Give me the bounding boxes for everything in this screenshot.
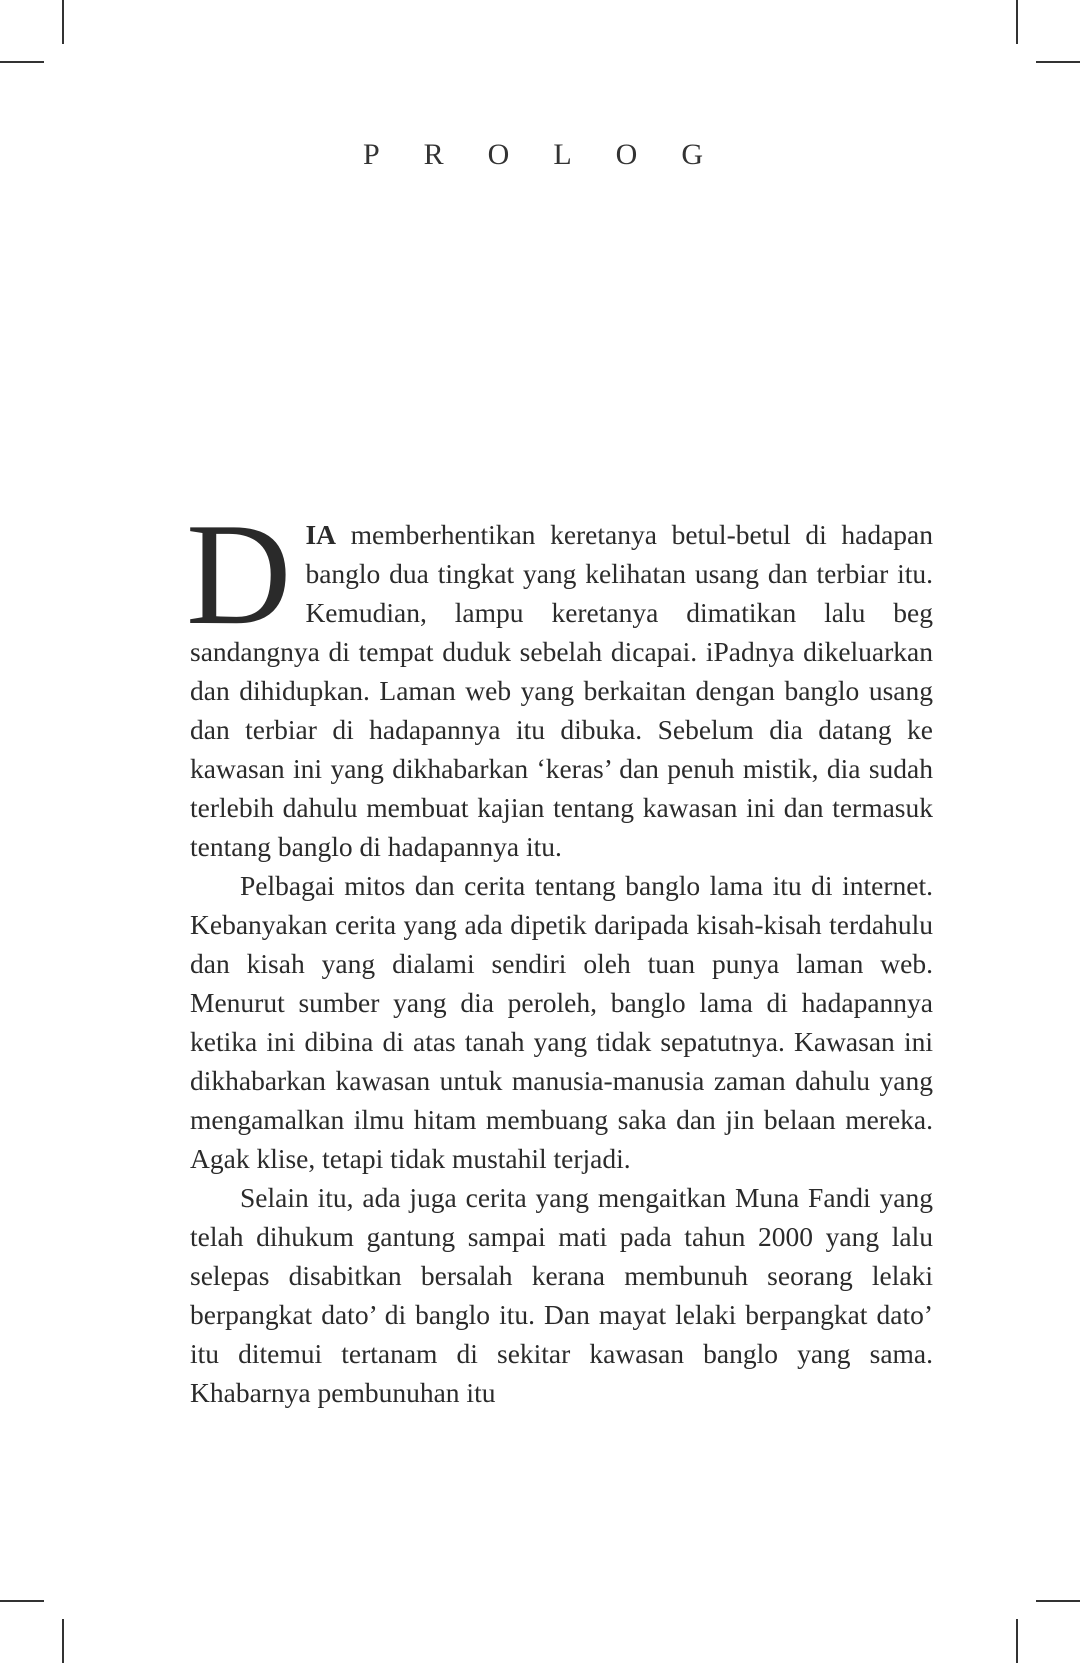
paragraph-1 — [186, 493, 933, 866]
crop-mark-bottom-left-vertical — [62, 1619, 64, 1663]
paragraph-lead-word: IA — [305, 519, 336, 550]
chapter-title: PROLOG — [362, 138, 747, 171]
prolog-body — [186, 493, 933, 1412]
crop-mark-bottom-right-vertical — [1016, 1619, 1018, 1663]
drop-cap: D — [186, 493, 292, 655]
crop-mark-top-left-horizontal — [0, 61, 44, 63]
paragraph-3: Selain itu, ada juga cerita yang mengaitkan Muna Fandi yang telah dihukum gantung sampai mati pada tahun 2000 yang lalu selepas disabitkan bersalah kerana membunuh seorang lelaki berpangkat dato’ di banglo itu. Dan mayat lelaki berpangkat dato’ itu ditemui tertanam di sekitar kawasan banglo yang sama. Khabarnya pembunuhan itu — [190, 1182, 933, 1408]
paragraph-2: Pelbagai mitos dan cerita tentang banglo lama itu di internet. Kebanyakan cerita yang ada dipetik daripada kisah-kisah terdahulu dan kisah yang dialami sendiri oleh tuan punya laman web. Menurut sumber yang dia peroleh, banglo lama di hadapannya ketika ini dibina di atas tanah yang tidak sepatutnya. Kawasan ini dikhabarkan kawasan untuk manusia-manusia zaman dahulu yang mengamalkan ilmu hitam membuang saka dan jin belaan mereka. Agak klise, tetapi tidak mustahil terjadi. — [190, 870, 933, 1174]
crop-mark-top-left-vertical — [62, 0, 64, 44]
crop-mark-top-right-vertical — [1016, 0, 1018, 44]
crop-mark-bottom-right-horizontal — [1036, 1600, 1080, 1602]
crop-mark-bottom-left-horizontal — [0, 1600, 44, 1602]
paragraph-1-text: memberhentikan keretanya betul-betul di hadapan banglo dua tingkat yang kelihatan usang dan terbiar itu. Kemudian, lampu keretanya dimatikan lalu beg sandangnya di tempat duduk sebelah dicapai. iPadnya dikeluarkan dan dihidupkan. Laman web yang berkaitan dengan banglo usang dan terbiar di hadapannya itu dibuka. Sebelum dia datang ke kawasan ini yang dikhabarkan ‘keras’ dan penuh mistik, dia sudah terlebih dahulu membuat kajian tentang kawasan ini dan termasuk tentang banglo di hadapannya itu. — [190, 519, 933, 862]
crop-mark-top-right-horizontal — [1036, 61, 1080, 63]
